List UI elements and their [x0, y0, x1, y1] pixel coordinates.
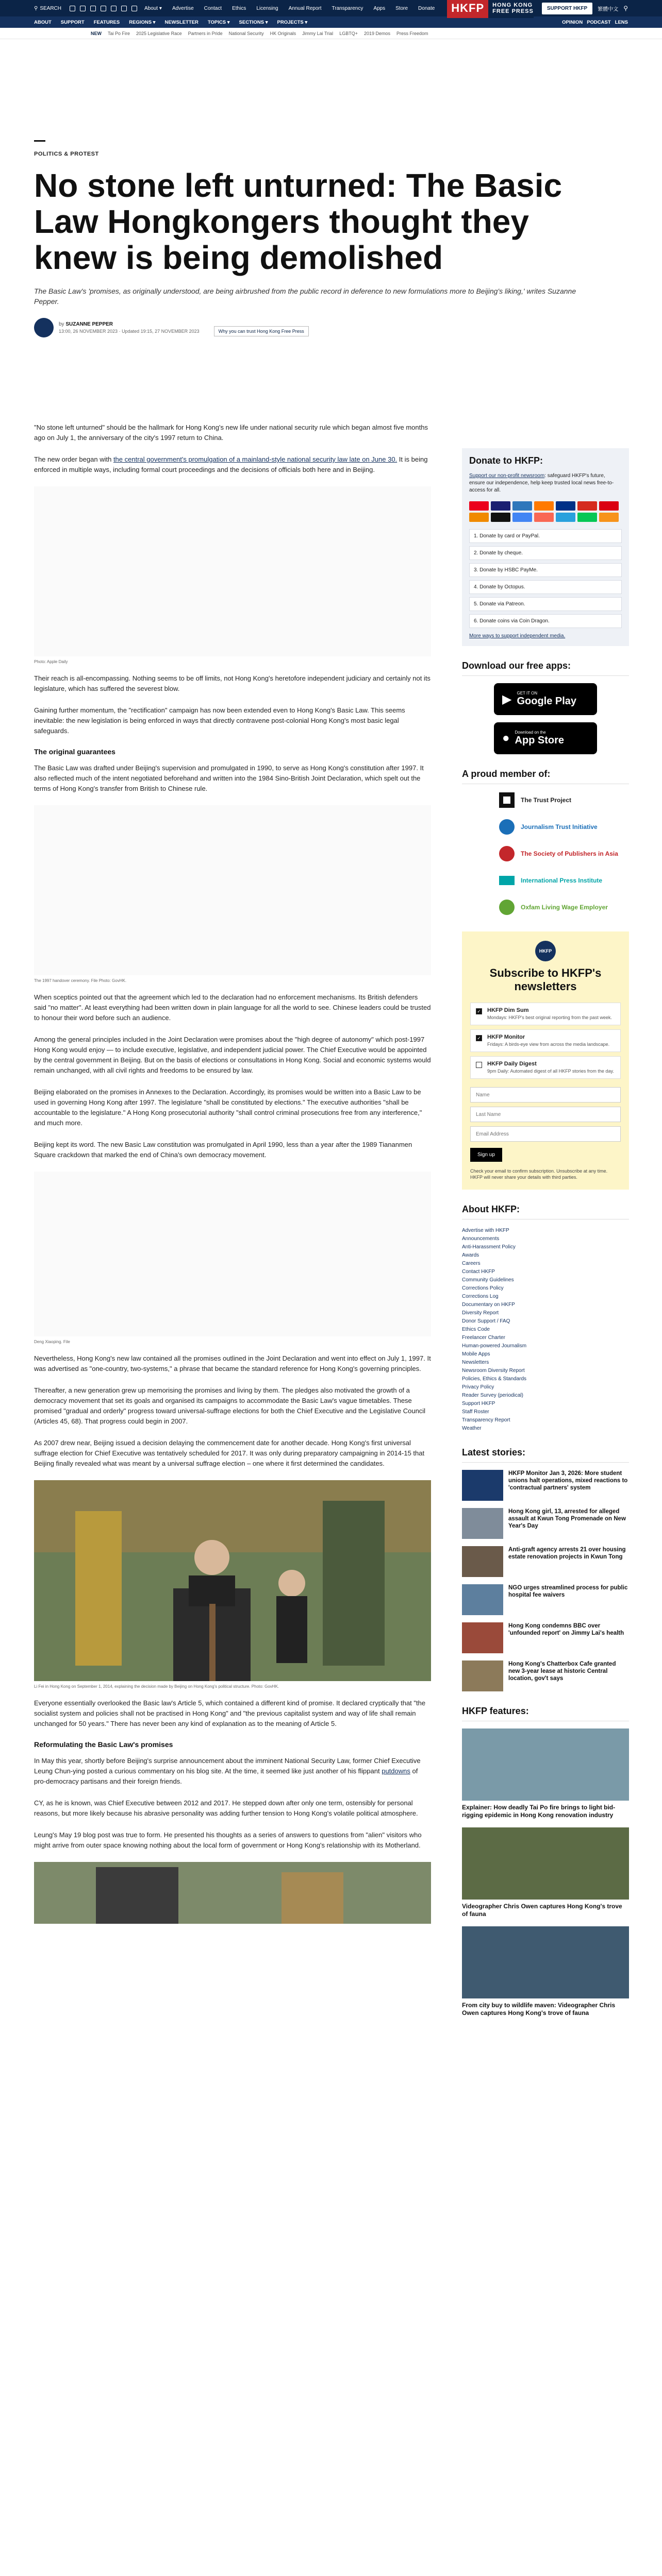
logo-text-line: FREE PRESS — [492, 8, 534, 14]
subheading: The original guarantees — [34, 748, 115, 756]
about-link[interactable]: Policies, Ethics & Standards — [462, 1376, 527, 1382]
main-nav — [0, 16, 662, 28]
member-name: International Press Institute — [521, 877, 603, 884]
nav-item[interactable]: NEWSLETTER — [164, 19, 198, 25]
language-switch[interactable]: 繁體中文 — [598, 6, 619, 12]
article-paragraph: When sceptics pointed out that the agreement which led to the declaration had no enforcement mechanisms. Its British defenders said "no matter". At least everything had been written down in plain language for all the world to see. Chinese leaders could be trusted to honour their word before such an audience. — [34, 993, 431, 1022]
store-caption: Download on the — [515, 730, 546, 735]
story-title: Hong Kong condemns BBC over 'unfounded report' on Jimmy Lai's health — [508, 1623, 624, 1636]
paragraph-text: It is being enforced in multiple ways, including formal court proceedings and the decisions of officials both here and in Beijing. — [34, 455, 428, 473]
about-link[interactable]: Transparency Report — [462, 1417, 510, 1423]
youtube-icon[interactable] — [101, 6, 106, 11]
site-logo[interactable] — [447, 0, 534, 18]
about-link[interactable]: Reader Survey (periodical) — [462, 1393, 523, 1398]
email-field[interactable] — [470, 1126, 621, 1142]
about-link[interactable]: Privacy Policy — [462, 1384, 494, 1390]
octopus-icon — [469, 513, 489, 522]
latest-title: Latest stories: — [462, 1447, 629, 1463]
feature-thumbnail — [462, 1926, 629, 1998]
story-item[interactable] — [462, 1660, 629, 1691]
trending-link[interactable]: National Security — [228, 30, 264, 36]
search-label: SEARCH — [40, 5, 62, 11]
facebook-icon[interactable] — [70, 6, 75, 11]
article-photo — [34, 805, 431, 975]
google-play-button[interactable] — [494, 683, 597, 715]
app-store-button[interactable] — [494, 722, 597, 754]
story-thumbnail — [462, 1508, 503, 1539]
donate-title: Donate to HKFP: — [469, 455, 543, 466]
photo-caption: Li Fei in Hong Kong on September 1, 2014, explaining the decision made by Beijing on Hong Kong's political structure. Photo: GovHK. — [34, 1684, 279, 1689]
ipi-icon — [498, 872, 516, 889]
store-caption: GET IT ON — [517, 691, 538, 696]
photo-placeholder — [34, 486, 431, 656]
about-link[interactable]: Announcements — [462, 1236, 500, 1242]
paragraph-text: The new order began with — [34, 455, 113, 463]
sopa-icon — [498, 845, 516, 862]
article-paragraph: Gaining further momentum, the "rectification" campaign has now been extended even to Hong Kong's Basic Law. This seems inevitable: the new legislation is being enforced in ways that directly contravene post-colonial Hong Kong's most basic legal safeguards. — [34, 706, 405, 735]
newsletter-option[interactable] — [470, 1003, 621, 1025]
about-link[interactable]: Support HKFP — [462, 1401, 495, 1406]
trust-link[interactable] — [214, 326, 309, 336]
feature-thumbnail — [462, 1728, 629, 1801]
paragraph-text: of pro-democracy partisans and their foreign friends. — [34, 1767, 418, 1785]
search-icon[interactable]: ⚲ — [623, 5, 628, 12]
checkbox-icon[interactable] — [476, 1062, 482, 1068]
story-thumbnail — [462, 1584, 503, 1615]
story-thumbnail — [462, 1470, 503, 1501]
amex-icon — [512, 501, 532, 511]
newsletter-fineprint: Check your email to confirm subscription. Unsubscribe at any time. HKFP will never share your details with third parties. — [470, 1168, 608, 1180]
twitter-icon[interactable] — [80, 6, 86, 11]
utility-links — [144, 6, 435, 11]
oxfam-icon — [498, 899, 516, 916]
story-item[interactable] — [462, 1546, 629, 1577]
more-ways-link[interactable]: More ways to support independent media. — [469, 633, 566, 639]
paypal-icon — [556, 501, 575, 511]
donate-option[interactable]: 3. Donate by HSBC PayMe. — [469, 563, 622, 577]
story-thumbnail — [462, 1546, 503, 1577]
article-header — [0, 140, 662, 337]
member-title: A proud member of: — [462, 769, 629, 784]
about-link[interactable]: Anti-Harassment Policy — [462, 1244, 516, 1250]
linkedin-icon[interactable] — [111, 6, 117, 11]
donate-lead-link[interactable]: Support our non-profit newsroom — [469, 473, 545, 479]
nav-item-lens[interactable]: LENS — [615, 19, 628, 25]
article-dek: The Basic Law's 'promises, as originally understood, are being airbrushed from the public record in deference to new formulations more to Beijing's liking,' writes Suzanne Pepper. — [34, 287, 576, 306]
article-link[interactable]: the central government's promulgation of a mainland-style national security law late on June 30. — [113, 455, 398, 463]
photo-placeholder — [34, 1172, 431, 1336]
nav-item-podcast[interactable]: PODCAST — [587, 19, 611, 25]
payme-icon — [599, 501, 619, 511]
support-hkfp-button[interactable]: SUPPORT HKFP — [542, 3, 592, 14]
trending-link[interactable]: Tai Po Fire — [108, 30, 130, 36]
utility-link[interactable]: About ▾ — [144, 5, 162, 11]
member-name: The Trust Project — [521, 796, 572, 804]
member-org[interactable] — [498, 791, 629, 809]
article-photo — [34, 1480, 431, 1681]
telegram-icon[interactable] — [121, 6, 127, 11]
checkbox-checked-icon[interactable]: ✓ — [476, 1035, 482, 1041]
sidebar — [462, 448, 629, 2025]
trending-link[interactable]: 2025 Legislative Race — [136, 30, 182, 36]
checkbox-checked-icon[interactable]: ✓ — [476, 1008, 482, 1014]
about-link[interactable]: Advertise with HKFP — [462, 1228, 509, 1233]
about-links — [462, 1227, 629, 1433]
article-paragraph: The Basic Law was drafted under Beijing's supervision and promulgated in 1990, to serve as Hong Kong's constitution after 1997. It also reflected much of the intent negotiated beforehand and written into the 1984 Sino-British Joint Declaration, which spelt out the terms of Hong Kong's transfer from British to Chinese rule. — [34, 764, 424, 792]
nav-item[interactable]: SECTIONS ▾ — [239, 19, 268, 25]
search-toggle[interactable] — [34, 6, 61, 11]
logo-text-line: HONG KONG — [492, 2, 533, 8]
newsletter-name: HKFP Dim Sum — [487, 1007, 529, 1013]
last-name-field[interactable] — [470, 1107, 621, 1122]
about-title: About HKFP: — [462, 1204, 629, 1219]
nav-right — [562, 20, 628, 25]
trending-link[interactable]: Press Freedom — [396, 30, 428, 36]
article-paragraph: As 2007 drew near, Beijing issued a decision delaying the commencement date for another decade. Hong Kong's first universal suffrage election for Chief Executive was tentatively scheduled for 2017. It was only during preparatory campaigning in 2014-15 that Beijing finally revealed what was meant by a universal suffrage election – one where it first determined the candidates. — [34, 1439, 425, 1467]
about-link[interactable]: Freelancer Charter — [462, 1335, 505, 1341]
features-title: HKFP features: — [462, 1706, 629, 1721]
about-link[interactable]: Awards — [462, 1252, 479, 1258]
feature-item[interactable] — [462, 1926, 629, 2017]
search-icon: ⚲ — [34, 5, 38, 11]
newsletter-name: HKFP Daily Digest — [487, 1061, 537, 1067]
newsletter-box — [462, 931, 629, 1190]
store-name: App Store — [515, 735, 565, 746]
bitcoin-icon — [599, 513, 619, 522]
apple-icon: ● — [502, 731, 510, 745]
utility-link[interactable]: Licensing — [256, 5, 278, 11]
newsletter-option[interactable] — [470, 1056, 621, 1079]
story-item[interactable] — [462, 1584, 629, 1615]
member-org[interactable] — [498, 845, 629, 862]
member-name: Journalism Trust Initiative — [521, 823, 598, 831]
article-paragraph: Among the general principles included in the Joint Declaration were promises about the "high degree of autonomy" which post-1997 Hong Kong would enjoy — to include executive, legislative, and independent judicial power. The Chief Executive would be appointed by the central government in Beijing. But on the basis of elections or consultations in Hong Kong. Social and economic systems would remain unchanged, with all civil rights and freedoms to be ensured by law. — [34, 1036, 431, 1074]
utility-link[interactable]: Store — [395, 5, 408, 11]
header-rule — [34, 140, 45, 142]
photo-placeholder — [34, 1862, 431, 1924]
signup-button[interactable]: Sign up — [470, 1148, 502, 1162]
article-category[interactable]: POLITICS & PROTEST — [34, 151, 99, 157]
byline-by: by — [59, 321, 64, 327]
story-item[interactable] — [462, 1470, 629, 1501]
trust-project-icon — [498, 791, 516, 809]
story-thumbnail — [462, 1660, 503, 1691]
feature-item[interactable] — [462, 1827, 629, 1918]
name-field[interactable] — [470, 1087, 621, 1103]
member-org[interactable] — [498, 818, 629, 836]
article-paragraph: Thereafter, a new generation grew up memorising the promises and living by them. The pledges also motivated the growth of a democracy movement that set its goals and organised its campaigns to accommodate the Basic Law's vague timetables. These promised "gradual and orderly" progress toward universal-suffrage elections for both the Chief Executive and the Legislative Council (Articles 45, 68). That progress could begin in 2007. — [34, 1386, 426, 1425]
donate-option[interactable]: 2. Donate by cheque. — [469, 546, 622, 560]
topbar-right — [542, 3, 628, 14]
story-item[interactable] — [462, 1508, 629, 1539]
nav-item[interactable]: FEATURES — [93, 19, 120, 25]
donate-option[interactable]: 5. Donate via Patreon. — [469, 597, 622, 611]
trending-bar — [0, 28, 662, 39]
feature-title: Videographer Chris Owen captures Hong Kong's trove of fauna — [462, 1903, 622, 1918]
about-link[interactable]: Community Guidelines — [462, 1277, 514, 1283]
article-dates: 13:00, 26 NOVEMBER 2023 · Updated 19:15, 27 NOVEMBER 2023 — [59, 329, 200, 334]
paragraph-text: In May this year, shortly before Beijing's surprise announcement about the imminent National Security Law, former Chief Executive Leung Chun-ying posted a curious commentary on his blog site. At the time, it seemed like just another of his flippant — [34, 1757, 421, 1775]
trending-link[interactable]: Jimmy Lai Trial — [302, 30, 334, 36]
donate-option[interactable]: 1. Donate by card or PayPal. — [469, 529, 622, 543]
nav-item[interactable]: ABOUT — [34, 19, 52, 25]
about-link[interactable]: Ethics Code — [462, 1327, 490, 1332]
article-paragraph: Beijing kept its word. The new Basic Law constitution was promulgated in April 1990, less than a year after the 1989 Tiananmen Square crackdown that marked the end of China's own democracy movement. — [34, 1141, 412, 1159]
photo-caption: Photo: Apple Daily — [34, 659, 68, 664]
article-paragraph — [34, 1756, 431, 1787]
about-link[interactable]: Human-powered Journalism — [462, 1343, 527, 1349]
donate-box — [462, 448, 629, 646]
article-paragraph: CY, as he is known, was Chief Executive between 2012 and 2017. He stepped down after only one term, ostensibly for personal reasons, but more likely because his abrasive personality was adding further tension to Hong Kong's volatile political atmosphere. — [34, 1799, 418, 1817]
article-paragraph: Everyone essentially overlooked the Basic law's Article 5, which contained a different kind of promise. It declared cryptically that "the socialist system and policies shall not be practised in Hong Kong" and "the previous capitalist system and way of life shall remain unchanged for 50 years." There has never been any kind of explanation as to the meaning of Article 5. — [34, 1699, 426, 1727]
visa-icon — [491, 501, 510, 511]
article-paragraph — [34, 454, 431, 475]
author-avatar[interactable] — [34, 318, 54, 337]
press-conference-photo — [34, 1480, 431, 1681]
article-link[interactable]: putdowns — [382, 1767, 410, 1775]
article-title: No stone left unturned: The Basic Law Hongkongers thought they knew is being demolished — [34, 167, 562, 276]
about-link[interactable]: Documentary on HKFP — [462, 1302, 515, 1308]
nav-item-opinion[interactable]: OPINION — [562, 19, 583, 25]
fps-icon — [556, 513, 575, 522]
utility-link[interactable]: Apps — [373, 5, 386, 11]
donate-option[interactable]: 6. Donate coins via Coin Dragon. — [469, 614, 622, 628]
member-name: The Society of Publishers in Asia — [521, 850, 618, 857]
trending-link[interactable]: LGBTQ+ — [339, 30, 358, 36]
nav-item[interactable]: PROJECTS ▾ — [277, 19, 308, 25]
byline-author — [59, 321, 200, 327]
instagram-icon[interactable] — [90, 6, 96, 11]
utility-link[interactable]: Donate — [418, 5, 435, 11]
rss-icon[interactable] — [131, 6, 137, 11]
about-link[interactable]: Donor Support / FAQ — [462, 1318, 510, 1324]
subheading: Reformulating the Basic Law's promises — [34, 1740, 173, 1749]
payment-icons — [469, 501, 622, 522]
utility-link[interactable]: Advertise — [172, 5, 194, 11]
article-paragraph: Nevertheless, Hong Kong's new law contained all the promises outlined in the Joint Declaration and went into effect on July 1, 1997. It was advertised as "one-country, two-systems," a phrase that became the standard reference for Hong Kong's governing principles. — [34, 1354, 431, 1372]
logo-mark: HKFP — [447, 0, 488, 18]
story-title: Anti-graft agency arrests 21 over housing estate renovation projects in Kwun Tong — [508, 1547, 626, 1560]
googlepay-icon — [512, 513, 532, 522]
photo-placeholder — [34, 805, 431, 975]
newsletter-desc: 9pm Daily: Automated digest of all HKFP stories from the day. — [487, 1069, 614, 1074]
article-photo — [34, 486, 431, 656]
discover-icon — [534, 501, 554, 511]
newsletter-title: Subscribe to HKFP's newsletters — [489, 967, 602, 993]
about-link[interactable]: Weather — [462, 1426, 482, 1431]
feature-title: Explainer: How deadly Tai Po fire brings to light bid-rigging epidemic in Hong Kong renovation industry — [462, 1804, 616, 1819]
photo-caption: The 1997 handover ceremony. File Photo: GovHK. — [34, 978, 127, 983]
store-name: Google Play — [517, 696, 577, 707]
mastercard-icon — [469, 501, 489, 511]
utility-link[interactable]: Ethics — [232, 5, 246, 11]
member-org[interactable] — [498, 872, 629, 889]
apps-title: Download our free apps: — [462, 660, 629, 676]
donate-lead — [469, 472, 622, 494]
nav-item[interactable]: SUPPORT — [60, 19, 85, 25]
trending-new-badge: NEW — [91, 30, 102, 36]
article-photo — [34, 1172, 431, 1336]
trust-link-label: Why you can trust Hong Kong Free Press — [218, 329, 304, 334]
about-link[interactable]: Mobile Apps — [462, 1351, 490, 1357]
feature-item[interactable] — [462, 1728, 629, 1819]
article-photo — [34, 1862, 431, 1924]
feature-title: From city buy to wildlife maven: Videographer Chris Owen captures Hong Kong's trove of fauna — [462, 2002, 616, 2016]
google-play-icon: ▶ — [502, 692, 512, 706]
newsletter-desc: Fridays: A birds-eye view from across the media landscape. — [487, 1042, 610, 1047]
nav-item[interactable]: TOPICS ▾ — [207, 19, 230, 25]
utility-link[interactable]: Transparency — [332, 5, 363, 11]
logo-text — [492, 2, 534, 14]
about-link[interactable]: Contact HKFP — [462, 1269, 495, 1275]
donate-lead-text: : safeguard HKFP's future, ensure our independence, help keep trusted local news free-to-access for all. — [469, 473, 614, 493]
story-item[interactable] — [462, 1622, 629, 1653]
photo-caption: Deng Xiaoping. File — [34, 1340, 70, 1344]
unionpay-icon — [577, 501, 597, 511]
article-paragraph: Beijing elaborated on the promises in Annexes to the Declaration. Accordingly, its promises would be written into a Basic Law to be used in governing Hong Kong after 1997. The legislature "shall be constituted by elections." The executive authorities "shall be accountable to the legislature." A Hong Kong prosecutorial authority "shall control criminal prosecutions free from any interference," and much more. — [34, 1088, 422, 1127]
about-link[interactable]: Corrections Log — [462, 1294, 499, 1299]
member-name: Oxfam Living Wage Employer — [521, 904, 608, 911]
article-paragraph: Their reach is all-encompassing. Nothing seems to be off limits, not Hong Kong's heretofore independent judiciary and certainly not its legislature, which has suffered the severest blow. — [34, 674, 431, 692]
article-paragraph: Leung's May 19 blog post was true to form. He presented his thoughts as a series of answers to questions from "alien" visitors who might arrive from outer space knowing nothing about the local form of government or Hong Kong's relationship with its Motherland. — [34, 1831, 422, 1849]
applepay-icon — [491, 513, 510, 522]
alipay-icon — [577, 513, 597, 522]
about-link[interactable]: Staff Roster — [462, 1409, 489, 1415]
story-title: Hong Kong's Chatterbox Cafe granted new 3-year lease at historic Central location, gov't says — [508, 1661, 616, 1682]
trending-link[interactable]: HK Originals — [270, 30, 296, 36]
feature-thumbnail — [462, 1827, 629, 1900]
about-link[interactable]: Careers — [462, 1261, 481, 1266]
top-utility-bar — [0, 0, 662, 16]
newsletter-option[interactable] — [470, 1029, 621, 1052]
story-title: NGO urges streamlined process for public hospital fee waivers — [508, 1585, 628, 1598]
jti-icon — [498, 818, 516, 836]
about-link[interactable]: Diversity Report — [462, 1310, 499, 1316]
article-paragraph: "No stone left unturned" should be the hallmark for Hong Kong's new life under national security rule which began almost five months ago on July 1, the anniversary of the city's 1997 return to China. — [34, 423, 428, 442]
newsletter-desc: Mondays: HKFP's best original reporting from the past week. — [487, 1015, 612, 1020]
about-link[interactable]: Corrections Policy — [462, 1285, 504, 1291]
utility-link[interactable]: Contact — [204, 5, 222, 11]
utility-link[interactable]: Annual Report — [288, 5, 322, 11]
about-link[interactable]: Newsroom Diversity Report — [462, 1368, 525, 1374]
patreon-icon — [534, 513, 554, 522]
story-thumbnail — [462, 1622, 503, 1653]
social-icons — [70, 6, 137, 11]
story-title: HKFP Monitor Jan 3, 2026: More student unions halt operations, mixed reactions to 'contractual partners' system — [508, 1470, 628, 1491]
newsletter-name: HKFP Monitor — [487, 1034, 525, 1040]
article-body — [34, 422, 431, 1924]
donate-option[interactable]: 4. Donate by Octopus. — [469, 580, 622, 594]
author-name[interactable]: SUZANNE PEPPER — [65, 321, 113, 327]
newsletter-logo: HKFP — [535, 941, 556, 961]
byline — [34, 318, 628, 337]
about-link[interactable]: Newsletters — [462, 1360, 489, 1365]
nav-item[interactable]: REGIONS ▾ — [129, 19, 156, 25]
trending-link[interactable]: Partners in Pride — [188, 30, 223, 36]
story-title: Hong Kong girl, 13, arrested for alleged assault at Kwun Tong Promenade on New Year's Day — [508, 1509, 626, 1529]
trending-link[interactable]: 2019 Demos — [363, 30, 390, 36]
member-org[interactable] — [498, 899, 629, 916]
